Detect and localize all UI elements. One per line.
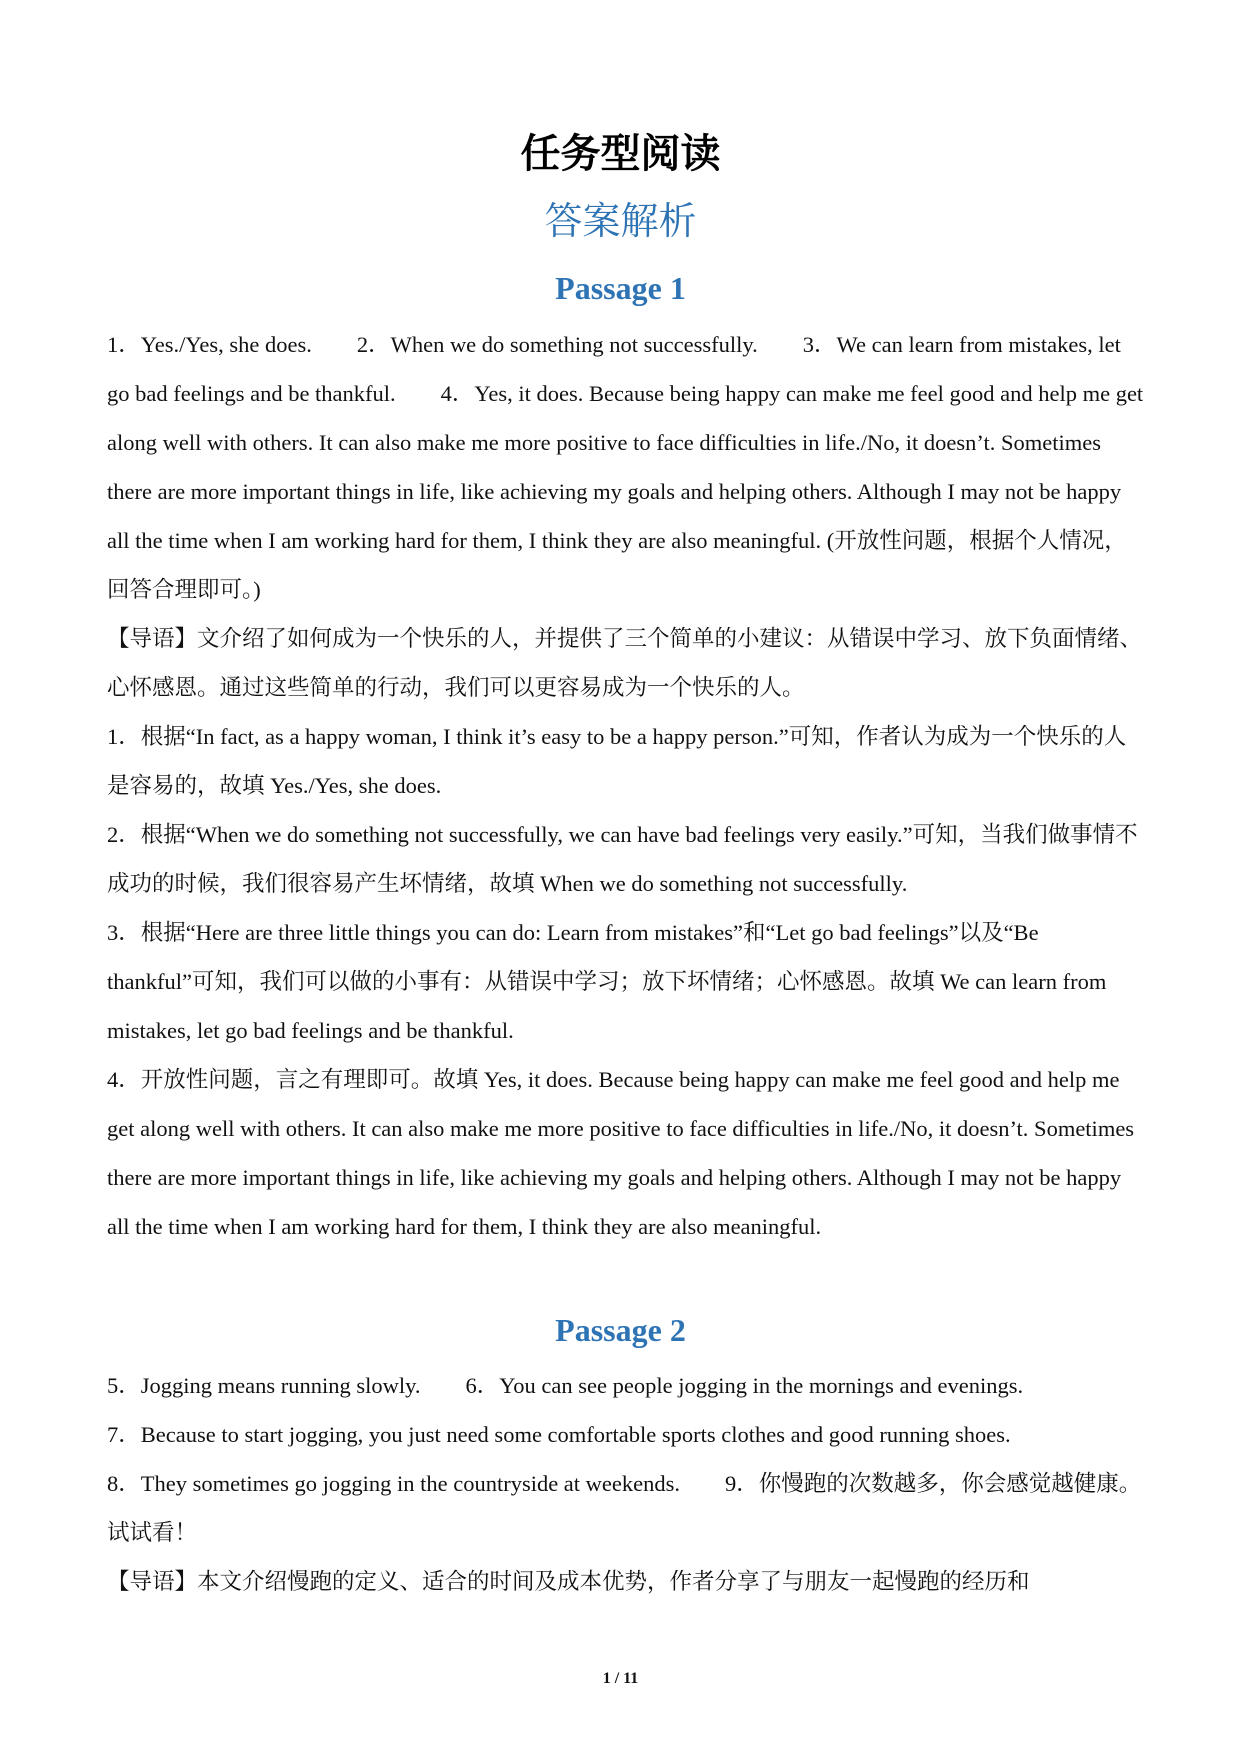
- page-title: 任务型阅读: [520, 131, 721, 177]
- passage-1-explanation-2: 2．根据“When we do something not successfully, we can have bad feelings very easily.”可知，当我们做事情不成功的时候，我们很容易产生坏情绪，故填 When we do something not successfully.: [107, 822, 1138, 896]
- page-subtitle: 答案解析: [544, 199, 697, 243]
- passage-1-explanation-3: 3．根据“Here are three little things you can do: Learn from mistakes”和“Let go bad feelings”以及“Be thankful”可知，我们可以做的小事有：从错误中学习；放下坏情绪；心怀感恩。故填 We can learn from mistakes, let go bad feelings and be thankful.: [107, 920, 1107, 1043]
- passage-1-explanation-1: 1．根据“In fact, as a happy woman, I think it’s easy to be a happy person.”可知，作者认为成为一个快乐的人是容易的，故填 Yes./Yes, she does.: [107, 724, 1127, 798]
- passage-2-answers-line-3: 8．They sometimes go jogging in the countryside at weekends. 9．你慢跑的次数越多，你会感觉越健康。试试看！: [107, 1471, 1142, 1545]
- passage-1-heading: Passage 1: [555, 270, 686, 306]
- passage-2-body: [107, 1361, 1147, 1606]
- passage-1-body: [107, 320, 1147, 1251]
- passage-2-answers-line-1: 5．Jogging means running slowly. 6．You can see people jogging in the mornings and evenings.: [107, 1373, 1024, 1398]
- passage-2-intro: 【导语】本文介绍慢跑的定义、适合的时间及成本优势，作者分享了与朋友一起慢跑的经历和: [107, 1569, 1030, 1594]
- passage-1-explanation-4: 4．开放性问题，言之有理即可。故填 Yes, it does. Because being happy can make me feel good and help me get along well with others. It can also make me more positive to face difficulties in life./No, it doesn’t. Sometimes there are more important things in life, like achieving my goals and helping others. Although I may not be happy all the time when I am working hard for them, I think they are also meaningful.: [107, 1067, 1135, 1239]
- page-number: 1 / 11: [602, 1670, 639, 1687]
- passage-1-intro: 【导语】文介绍了如何成为一个快乐的人，并提供了三个简单的小建议：从错误中学习、放下负面情绪、心怀感恩。通过这些简单的行动，我们可以更容易成为一个快乐的人。: [107, 626, 1143, 700]
- passage-2-heading: Passage 2: [555, 1312, 686, 1348]
- passage-1-answers: 1．Yes./Yes, she does. 2．When we do something not successfully. 3．We can learn from mistakes, let go bad feelings and be thankful. 4．Yes, it does. Because being happy can make me feel good and help me get along well with others. It can also make me more positive to face difficulties in life./No, it doesn’t. Sometimes there are more important things in life, like achieving my goals and helping others. Although I may not be happy all the time when I am working hard for them, I think they are also meaningful. (开放性问题，根据个人情况，回答合理即可。): [107, 332, 1144, 602]
- passage-2-answers-line-2: 7．Because to start jogging, you just need some comfortable sports clothes and good running shoes.: [107, 1422, 1011, 1447]
